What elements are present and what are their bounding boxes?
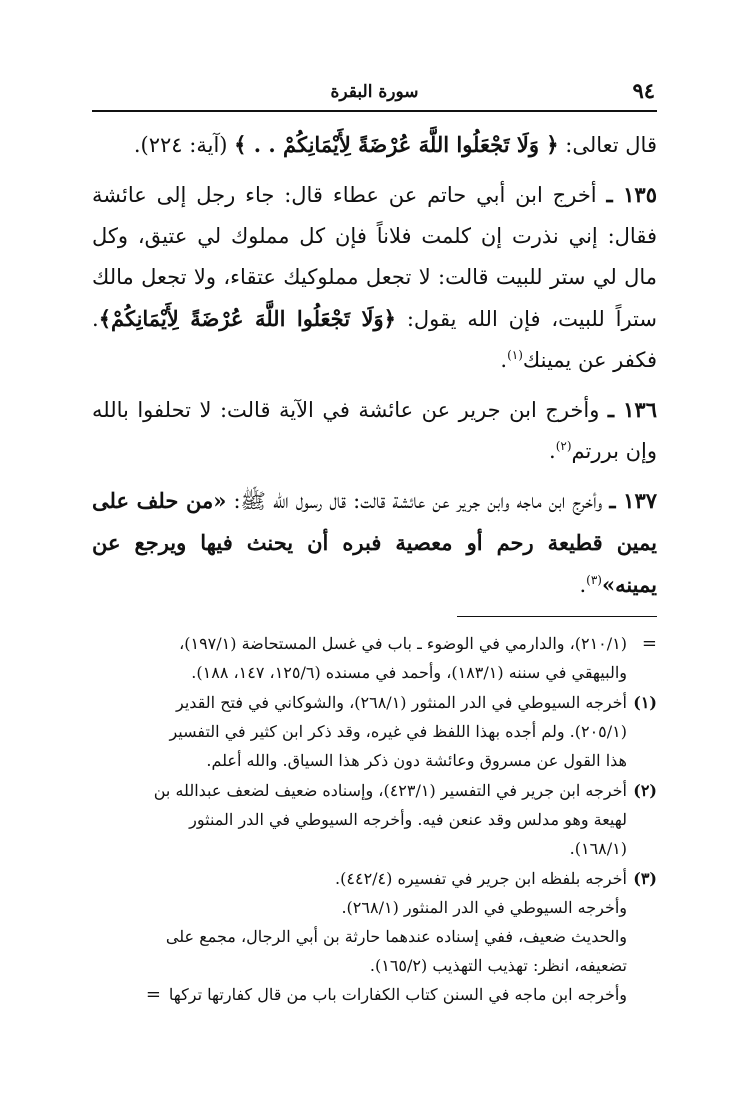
footnote-body bbox=[92, 864, 627, 1009]
footnote-line: وأخرجه السيوطي في الدر المنثور (٢٦٨/١). bbox=[341, 898, 627, 917]
footnotes-section bbox=[92, 629, 657, 1009]
footnote-reference[interactable]: (٢) bbox=[555, 439, 572, 453]
hadith-137 bbox=[92, 480, 657, 606]
footnote-line bbox=[92, 980, 627, 1009]
hadith-number: ١٣٧ ـ bbox=[609, 488, 658, 513]
footnote-line: أخرجه ابن جرير في التفسير (٤٢٣/١)، وإسناده ضعيف لضعف عبدالله بن bbox=[153, 781, 627, 800]
footnote-body bbox=[92, 776, 627, 863]
footnote-line: والبيهقي في سننه (١٨٣/١)، وأحمد في مسنده (١٢٥/٦، ١٤٧، ١٨٨). bbox=[191, 663, 627, 682]
hadith-text-continued: . فكفر عن يمينك bbox=[92, 307, 657, 372]
footnote-line: أخرجه بلفظه ابن جرير في تفسيره (٤٤٢/٤). bbox=[335, 869, 627, 888]
footnote-line: تضعيفه، انظر: تهذيب التهذيب (١٦٥/٢). bbox=[369, 956, 627, 975]
hadith-number: ١٣٥ ـ bbox=[606, 182, 657, 207]
continuation-marker: = bbox=[145, 984, 161, 1005]
book-page bbox=[92, 78, 657, 1010]
page-header bbox=[92, 78, 657, 112]
footnote-3 bbox=[92, 864, 657, 1009]
footnote-marker: (١) bbox=[633, 693, 657, 712]
hadith-135 bbox=[92, 174, 657, 381]
page-number: ٩٤ bbox=[632, 78, 655, 103]
footnote-line: أخرجه السيوطي في الدر المنثور (٢٦٨/١)، والشوكاني في فتح القدير bbox=[176, 693, 627, 712]
quran-verse: ﴿ وَلَا تَجْعَلُوا اللَّهَ عُرْضَةً لِأَيْمَانِكُمْ . . ﴾ bbox=[234, 132, 559, 157]
hadith-text: وأخرج ابن جرير عن عائشة في الآية قالت: لا تحلفوا بالله وإن بررتم bbox=[92, 398, 657, 463]
prophet-quote: «من حلف على يمين قطيعة رحم أو معصية فبره أن يحنث فيها ويرجع عن يمينه» bbox=[92, 488, 657, 597]
footnote-body bbox=[92, 688, 627, 775]
intro-paragraph bbox=[92, 124, 657, 166]
continuation-marker: = bbox=[641, 633, 657, 654]
footnote-line: لهيعة وهو مدلس وقد عنعن فيه. وأخرجه السيوطي في الدر المنثور bbox=[189, 810, 627, 829]
footnote-2 bbox=[92, 776, 657, 863]
sentence-end: . bbox=[579, 573, 587, 597]
footnote-line: والحديث ضعيف، ففي إسناده عندهما حارثة بن أبي الرجال، مجمع على bbox=[165, 927, 627, 946]
sentence-end: . bbox=[500, 348, 508, 372]
footnote-1 bbox=[92, 688, 657, 775]
quran-verse: ﴿وَلَا تَجْعَلُوا اللَّهَ عُرْضَةً لِأَيْمَانِكُمْ﴾ bbox=[98, 306, 396, 331]
footnote-body bbox=[92, 629, 627, 687]
hadith-136 bbox=[92, 389, 657, 472]
footnote-line: هذا القول عن مسروق وعائشة دون ذكر هذا السياق. والله أعلم. bbox=[206, 751, 627, 770]
hadith-text: وأخرج ابن ماجه وابن جرير عن عائشة قالت: قال رسول الله ﷺ: bbox=[226, 489, 610, 513]
hadith-number: ١٣٦ ـ bbox=[607, 397, 657, 422]
surah-title: سورة البقرة bbox=[330, 82, 419, 102]
footnote-line-text: وأخرجه ابن ماجه في السنن كتاب الكفارات باب من قال كفارتها تركها bbox=[168, 985, 627, 1004]
footnote-line: (٢١٠/١)، والدارمي في الوضوء ـ باب في غسل المستحاضة (١٩٧/١)، bbox=[179, 634, 627, 653]
footnote-reference[interactable]: (٣) bbox=[586, 573, 602, 587]
footnote-continuation bbox=[92, 629, 657, 687]
footnote-marker: (٣) bbox=[633, 869, 657, 888]
footnote-line: (٢٠٥/١). ولم أجده بهذا اللفظ في غيره، وقد ذكر ابن كثير في التفسير bbox=[169, 722, 627, 741]
footnote-line: (١٦٨/١). bbox=[569, 839, 627, 858]
footnote-divider bbox=[457, 616, 657, 617]
sentence-end: . bbox=[549, 439, 556, 463]
footnote-marker: (٢) bbox=[633, 781, 657, 800]
footnote-reference[interactable]: (١) bbox=[507, 348, 523, 362]
hadith-text: أخرج ابن أبي حاتم عن عطاء قال: جاء رجل إلى عائشة فقال: إني نذرت إن كلمت فلاناً فإن كل مملوك لي عتيق، وكل مال لي ستر للبيت قالت: لا تجعل مملوكيك عتقاء، ولا تجعل مالك ستراً للبيت، فإن الله يقول: bbox=[92, 183, 657, 331]
main-text bbox=[92, 124, 657, 606]
verse-reference: (آية: ٢٢٤). bbox=[133, 133, 235, 157]
intro-prefix: قال تعالى: bbox=[558, 133, 657, 157]
